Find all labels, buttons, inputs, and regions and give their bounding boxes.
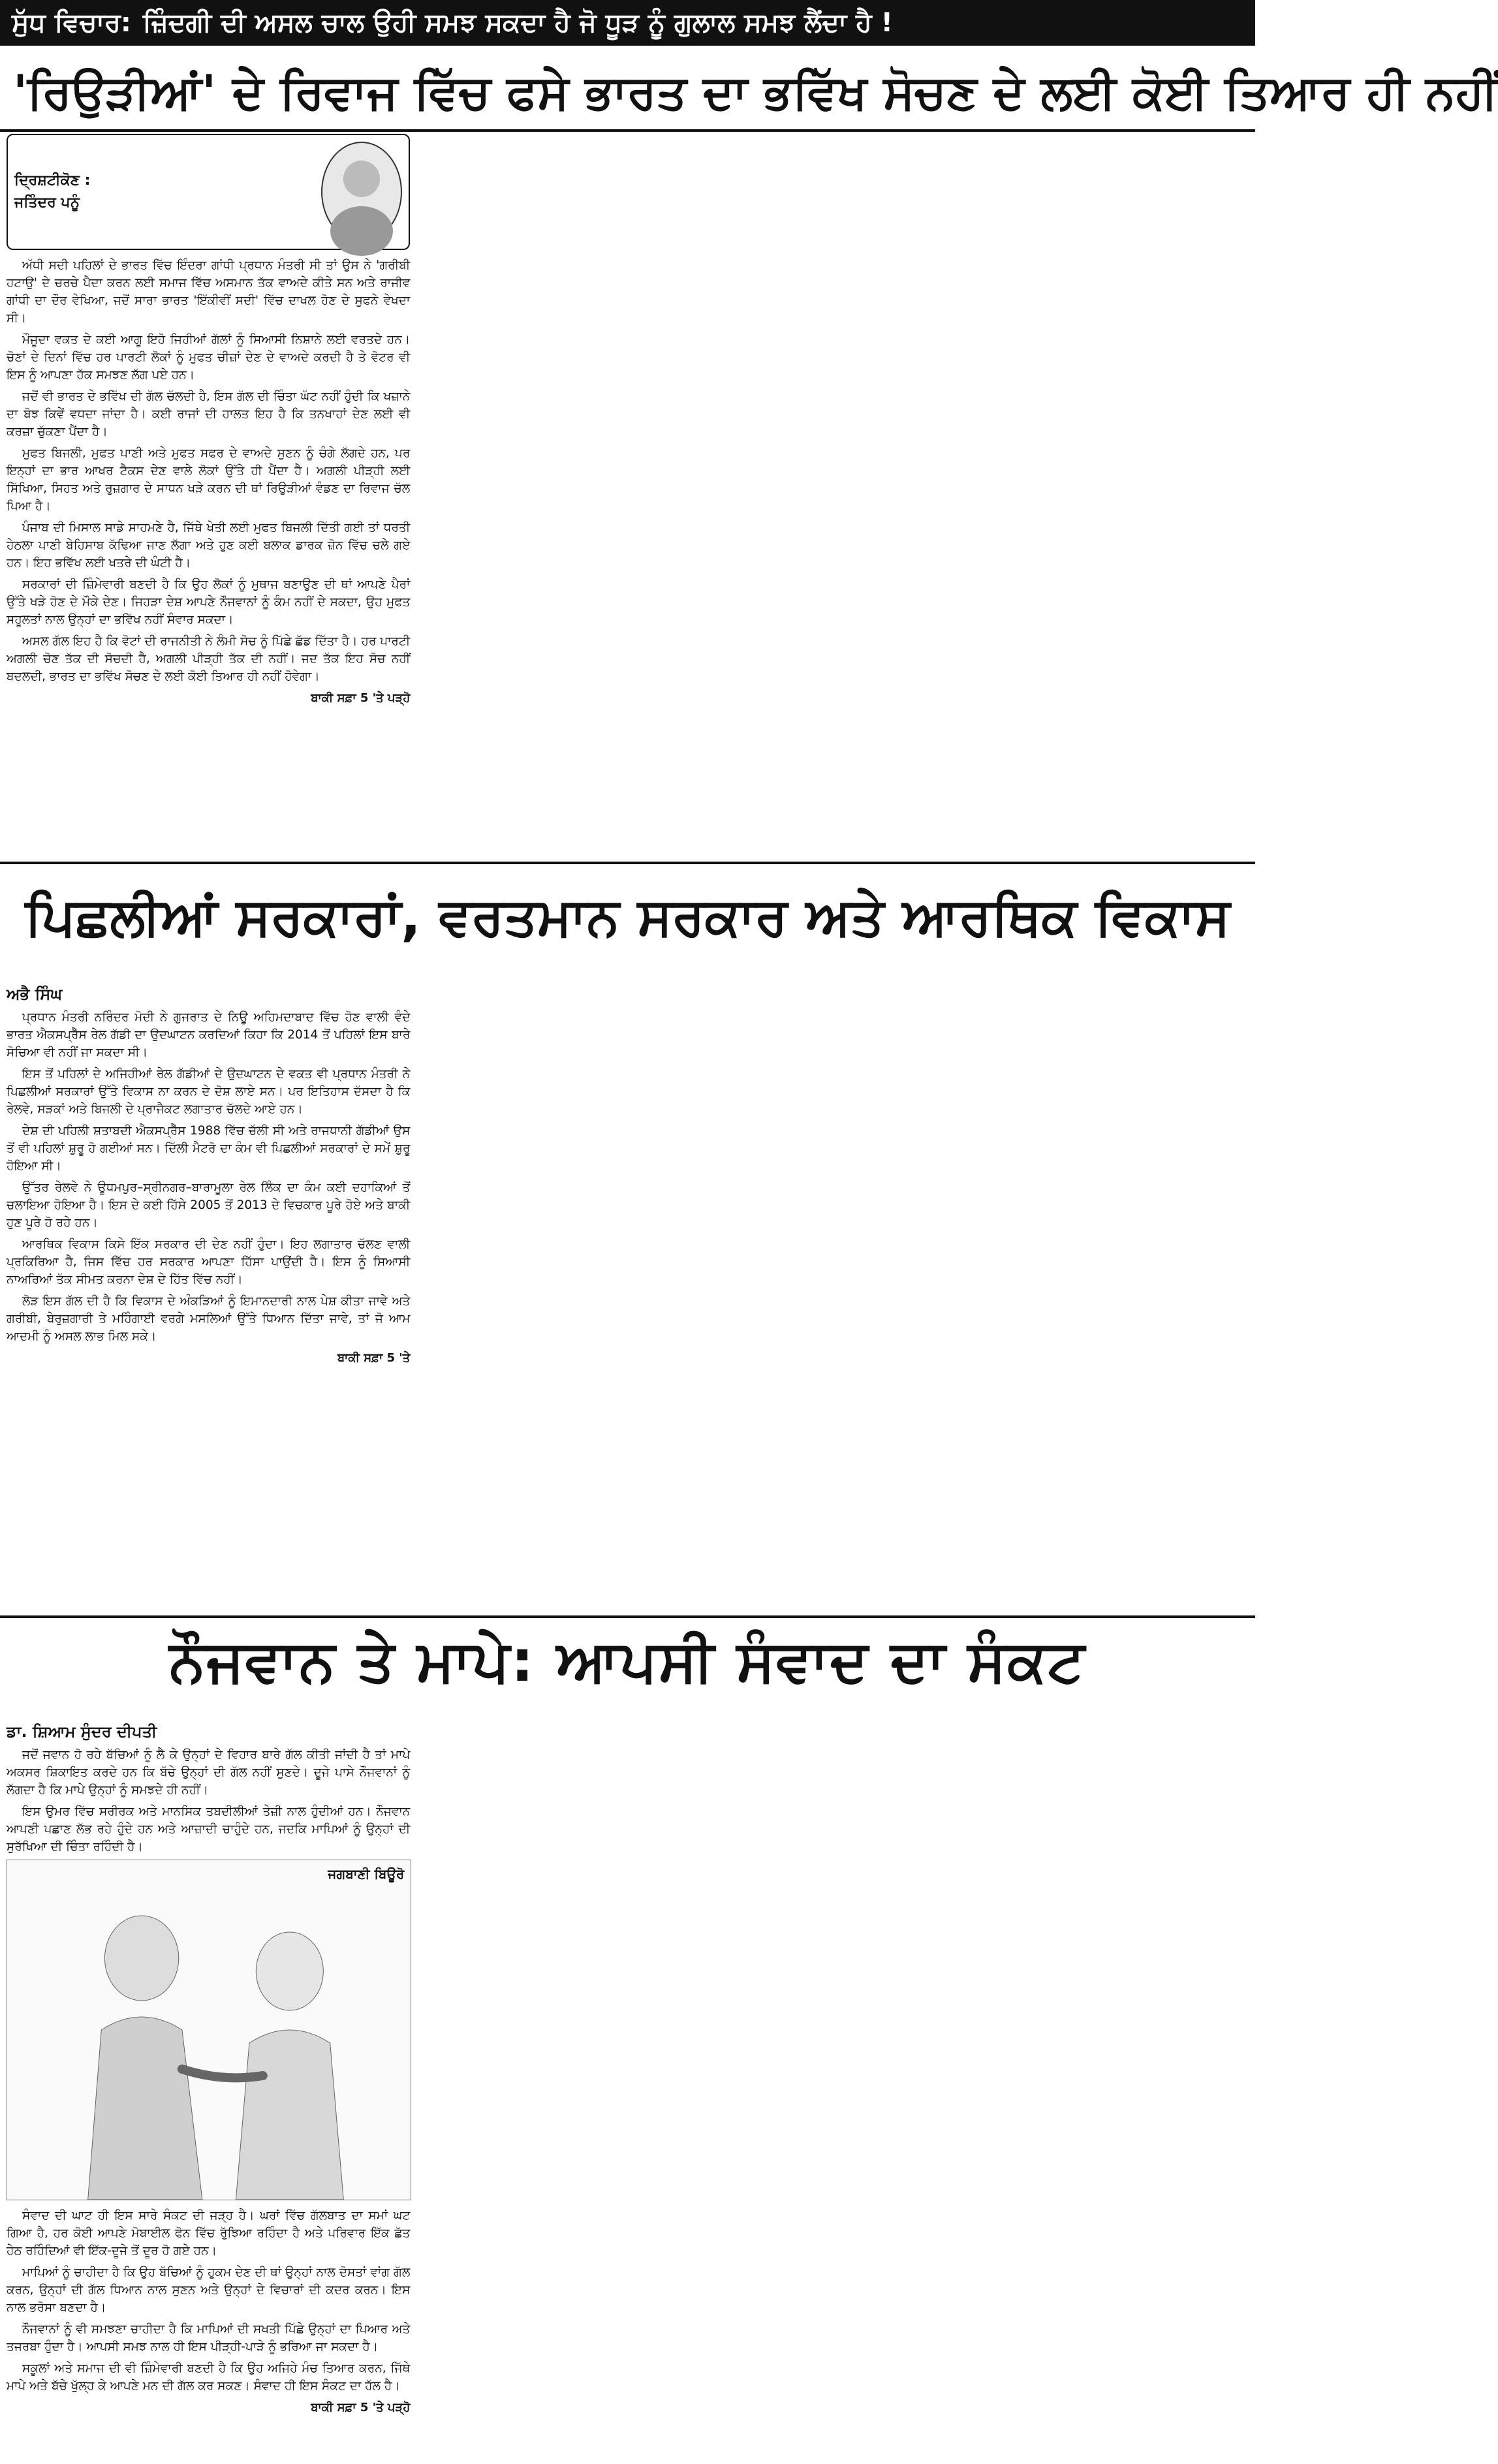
quote-strip bbox=[0, 0, 1255, 46]
paragraph: ਜਦੋਂ ਜਵਾਨ ਹੋ ਰਹੇ ਬੱਚਿਆਂ ਨੂੰ ਲੈ ਕੇ ਉਨ੍ਹਾਂ ਦੇ ਵਿਹਾਰ ਬਾਰੇ ਗੱਲ ਕੀਤੀ ਜਾਂਦੀ ਹੈ ਤਾਂ ਮਾਪੇ ਅਕਸਰ ਸ਼ਿਕਾਇਤ ਕਰਦੇ ਹਨ ਕਿ ਬੱਚੇ ਉਨ੍ਹਾਂ ਦੀ ਗੱਲ ਨਹੀਂ ਸੁਣਦੇ। ਦੂਜੇ ਪਾਸੇ ਨੌਜਵਾਨਾਂ ਨੂੰ ਲੱਗਦਾ ਹੈ ਕਿ ਮਾਪੇ ਉਨ੍ਹਾਂ ਨੂੰ ਸਮਝਦੇ ਹੀ ਨਹੀਂ। bbox=[7, 1748, 411, 1797]
author-portrait bbox=[321, 142, 402, 242]
divider bbox=[0, 129, 1255, 132]
article2-body bbox=[7, 986, 1249, 1612]
paragraph: ਆਰਥਿਕ ਵਿਕਾਸ ਕਿਸੇ ਇੱਕ ਸਰਕਾਰ ਦੀ ਦੇਣ ਨਹੀਂ ਹੁੰਦਾ। ਇਹ ਲਗਾਤਾਰ ਚੱਲਣ ਵਾਲੀ ਪ੍ਰਕਿਰਿਆ ਹੈ, ਜਿਸ ਵਿੱਚ ਹਰ ਸਰਕਾਰ ਆਪਣਾ ਹਿੱਸਾ ਪਾਉਂਦੀ ਹੈ। ਇਸ ਨੂੰ ਸਿਆਸੀ ਨਾਅਰਿਆਂ ਤੱਕ ਸੀਮਤ ਕਰਨਾ ਦੇਸ਼ ਦੇ ਹਿੱਤ ਵਿੱਚ ਨਹੀਂ। bbox=[7, 1238, 411, 1287]
paragraph: ਇਸ ਉਮਰ ਵਿੱਚ ਸਰੀਰਕ ਅਤੇ ਮਾਨਸਿਕ ਤਬਦੀਲੀਆਂ ਤੇਜ਼ੀ ਨਾਲ ਹੁੰਦੀਆਂ ਹਨ। ਨੌਜਵਾਨ ਆਪਣੀ ਪਛਾਣ ਲੱਭ ਰਹੇ ਹੁੰਦੇ ਹਨ ਅਤੇ ਆਜ਼ਾਦੀ ਚਾਹੁੰਦੇ ਹਨ, ਜਦਕਿ ਮਾਪਿਆਂ ਨੂੰ ਉਨ੍ਹਾਂ ਦੀ ਸੁਰੱਖਿਆ ਦੀ ਚਿੰਤਾ ਰਹਿੰਦੀ ਹੈ। bbox=[7, 1805, 411, 1854]
paragraph: ਪੰਜਾਬ ਦੀ ਮਿਸਾਲ ਸਾਡੇ ਸਾਹਮਣੇ ਹੈ, ਜਿੱਥੇ ਖੇਤੀ ਲਈ ਮੁਫਤ ਬਿਜਲੀ ਦਿੱਤੀ ਗਈ ਤਾਂ ਧਰਤੀ ਹੇਠਲਾ ਪਾਣੀ ਬੇਹਿਸਾਬ ਕੱਢਿਆ ਜਾਣ ਲੱਗਾ ਅਤੇ ਹੁਣ ਕਈ ਬਲਾਕ ਡਾਰਕ ਜ਼ੋਨ ਵਿੱਚ ਚਲੇ ਗਏ ਹਨ। ਇਹ ਭਵਿੱਖ ਲਈ ਖਤਰੇ ਦੀ ਘੰਟੀ ਹੈ। bbox=[7, 521, 411, 570]
author-name: ਜਤਿੰਦਰ ਪਨੂੰ bbox=[14, 195, 80, 211]
quote-text: ਜ਼ਿੰਦਗੀ ਦੀ ਅਸਲ ਚਾਲ ਉਹੀ ਸਮਝ ਸਕਦਾ ਹੈ ਜੋ ਧੂੜ ਨੂੰ ਗੁਲਾਲ ਸਮਝ ਲੈਂਦਾ ਹੈ ! bbox=[142, 8, 893, 38]
divider bbox=[0, 1615, 1255, 1618]
paragraph: ਮੌਜੂਦਾ ਵਕਤ ਦੇ ਕਈ ਆਗੂ ਇਹੋ ਜਿਹੀਆਂ ਗੱਲਾਂ ਨੂੰ ਸਿਆਸੀ ਨਿਸ਼ਾਨੇ ਲਈ ਵਰਤਦੇ ਹਨ। ਚੋਣਾਂ ਦੇ ਦਿਨਾਂ ਵਿੱਚ ਹਰ ਪਾਰਟੀ ਲੋਕਾਂ ਨੂੰ ਮੁਫਤ ਚੀਜ਼ਾਂ ਦੇਣ ਦੇ ਵਾਅਦੇ ਕਰਦੀ ਹੈ ਤੇ ਵੋਟਰ ਵੀ ਇਸ ਨੂੰ ਆਪਣਾ ਹੱਕ ਸਮਝਣ ਲੱਗ ਪਏ ਹਨ। bbox=[7, 333, 411, 382]
illustration-label: ਜਗਬਾਣੀ ਬਿਊਰੋ bbox=[328, 1866, 405, 1882]
paragraph: ਮਾਪਿਆਂ ਨੂੰ ਚਾਹੀਦਾ ਹੈ ਕਿ ਉਹ ਬੱਚਿਆਂ ਨੂੰ ਹੁਕਮ ਦੇਣ ਦੀ ਥਾਂ ਉਨ੍ਹਾਂ ਨਾਲ ਦੋਸਤਾਂ ਵਾਂਗ ਗੱਲ ਕਰਨ, ਉਨ੍ਹਾਂ ਦੀ ਗੱਲ ਧਿਆਨ ਨਾਲ ਸੁਣਨ ਅਤੇ ਉਨ੍ਹਾਂ ਦੇ ਵਿਚਾਰਾਂ ਦੀ ਕਦਰ ਕਰਨ। ਇਸ ਨਾਲ ਭਰੋਸਾ ਬਣਦਾ ਹੈ। bbox=[7, 2266, 411, 2315]
article2-byline: ਅਭੈ ਸਿੰਘ bbox=[7, 985, 63, 1003]
paragraph: ਨੌਜਵਾਨਾਂ ਨੂੰ ਵੀ ਸਮਝਣਾ ਚਾਹੀਦਾ ਹੈ ਕਿ ਮਾਪਿਆਂ ਦੀ ਸਖਤੀ ਪਿੱਛੇ ਉਨ੍ਹਾਂ ਦਾ ਪਿਆਰ ਅਤੇ ਤਜਰਬਾ ਹੁੰਦਾ ਹੈ। ਆਪਸੀ ਸਮਝ ਨਾਲ ਹੀ ਇਸ ਪੀੜ੍ਹੀ-ਪਾੜੇ ਨੂੰ ਭਰਿਆ ਜਾ ਸਕਦਾ ਹੈ। bbox=[7, 2322, 411, 2354]
paragraph: ਜਦੋਂ ਵੀ ਭਾਰਤ ਦੇ ਭਵਿੱਖ ਦੀ ਗੱਲ ਚੱਲਦੀ ਹੈ, ਇਸ ਗੱਲ ਦੀ ਚਿੰਤਾ ਘੱਟ ਨਹੀਂ ਹੁੰਦੀ ਕਿ ਖਜ਼ਾਨੇ ਦਾ ਬੋਝ ਕਿਵੇਂ ਵਧਦਾ ਜਾਂਦਾ ਹੈ। ਕਈ ਰਾਜਾਂ ਦੀ ਹਾਲਤ ਇਹ ਹੈ ਕਿ ਤਨਖਾਹਾਂ ਦੇਣ ਲਈ ਵੀ ਕਰਜ਼ਾ ਚੁੱਕਣਾ ਪੈਂਦਾ ਹੈ। bbox=[7, 390, 411, 439]
paragraph: ਦੇਸ਼ ਦੀ ਪਹਿਲੀ ਸ਼ਤਾਬਦੀ ਐਕਸਪ੍ਰੈੱਸ 1988 ਵਿੱਚ ਚੱਲੀ ਸੀ ਅਤੇ ਰਾਜਧਾਨੀ ਗੱਡੀਆਂ ਉਸ ਤੋਂ ਵੀ ਪਹਿਲਾਂ ਸ਼ੁਰੂ ਹੋ ਗਈਆਂ ਸਨ। ਦਿੱਲੀ ਮੈਟਰੋ ਦਾ ਕੰਮ ਵੀ ਪਿਛਲੀਆਂ ਸਰਕਾਰਾਂ ਦੇ ਸਮੇਂ ਸ਼ੁਰੂ ਹੋਇਆ ਸੀ। bbox=[7, 1124, 411, 1173]
paragraph: ਸਰਕਾਰਾਂ ਦੀ ਜ਼ਿੰਮੇਵਾਰੀ ਬਣਦੀ ਹੈ ਕਿ ਉਹ ਲੋਕਾਂ ਨੂੰ ਮੁਥਾਜ ਬਣਾਉਣ ਦੀ ਥਾਂ ਆਪਣੇ ਪੈਰਾਂ ਉੱਤੇ ਖੜੇ ਹੋਣ ਦੇ ਮੌਕੇ ਦੇਣ। ਜਿਹੜਾ ਦੇਸ਼ ਆਪਣੇ ਨੌਜਵਾਨਾਂ ਨੂੰ ਕੰਮ ਨਹੀਂ ਦੇ ਸਕਦਾ, ਉਹ ਮੁਫਤ ਸਹੂਲਤਾਂ ਨਾਲ ਉਨ੍ਹਾਂ ਦਾ ਭਵਿੱਖ ਨਹੀਂ ਸੰਵਾਰ ਸਕਦਾ। bbox=[7, 578, 411, 627]
article3-illustration bbox=[7, 1860, 411, 2200]
article2-headline: ਪਿਛਲੀਆਂ ਸਰਕਾਰਾਂ, ਵਰਤਮਾਨ ਸਰਕਾਰ ਅਤੇ ਆਰਥਿਕ ਵਿਕਾਸ bbox=[25, 886, 1230, 947]
article3-headline: ਨੌਜਵਾਨ ਤੇ ਮਾਪੇ: ਆਪਸੀ ਸੰਵਾਦ ਦਾ ਸੰਕਟ bbox=[169, 1627, 1086, 1694]
paragraph: ਇਸ ਤੋਂ ਪਹਿਲਾਂ ਦੇ ਅਜਿਹੀਆਂ ਰੇਲ ਗੱਡੀਆਂ ਦੇ ਉਦਘਾਟਨ ਦੇ ਵਕਤ ਵੀ ਪ੍ਰਧਾਨ ਮੰਤਰੀ ਨੇ ਪਿਛਲੀਆਂ ਸਰਕਾਰਾਂ ਉੱਤੇ ਵਿਕਾਸ ਨਾ ਕਰਨ ਦੇ ਦੋਸ਼ ਲਾਏ ਸਨ। ਪਰ ਇਤਿਹਾਸ ਦੱਸਦਾ ਹੈ ਕਿ ਰੇਲਵੇ, ਸੜਕਾਂ ਅਤੇ ਬਿਜਲੀ ਦੇ ਪ੍ਰਾਜੈਕਟ ਲਗਾਤਾਰ ਚੱਲਦੇ ਆਏ ਹਨ। bbox=[7, 1067, 411, 1116]
paragraph: ਅਸਲ ਗੱਲ ਇਹ ਹੈ ਕਿ ਵੋਟਾਂ ਦੀ ਰਾਜਨੀਤੀ ਨੇ ਲੰਮੀ ਸੋਚ ਨੂੰ ਪਿੱਛੇ ਛੱਡ ਦਿੱਤਾ ਹੈ। ਹਰ ਪਾਰਟੀ ਅਗਲੀ ਚੋਣ ਤੱਕ ਦੀ ਸੋਚਦੀ ਹੈ, ਅਗਲੀ ਪੀੜ੍ਹੀ ਤੱਕ ਦੀ ਨਹੀਂ। ਜਦ ਤੱਕ ਇਹ ਸੋਚ ਨਹੀਂ ਬਦਲਦੀ, ਭਾਰਤ ਦਾ ਭਵਿੱਖ ਸੋਚਣ ਦੇ ਲਈ ਕੋਈ ਤਿਆਰ ਹੀ ਨਹੀਂ ਹੋਵੇਗਾ। bbox=[7, 634, 411, 683]
continued-note: ਬਾਕੀ ਸਫ਼ਾ 5 'ਤੇ ਪੜ੍ਹੋ bbox=[311, 691, 411, 705]
article3-body bbox=[7, 1723, 1249, 2457]
article1-headline: 'ਰਿਉੜੀਆਂ' ਦੇ ਰਿਵਾਜ ਵਿੱਚ ਫਸੇ ਭਾਰਤ ਦਾ ਭਵਿੱਖ ਸੋਚਣ ਦੇ ਲਈ ਕੋਈ ਤਿਆਰ ਹੀ ਨਹੀਂ bbox=[13, 65, 1498, 119]
paragraph: ਪ੍ਰਧਾਨ ਮੰਤਰੀ ਨਰਿੰਦਰ ਮੋਦੀ ਨੇ ਗੁਜਰਾਤ ਦੇ ਨਿਊ ਅਹਿਮਦਾਬਾਦ ਵਿੱਚ ਹੋਣ ਵਾਲੀ ਵੰਦੇ ਭਾਰਤ ਐਕਸਪ੍ਰੈੱਸ ਰੇਲ ਗੱਡੀ ਦਾ ਉਦਘਾਟਨ ਕਰਦਿਆਂ ਕਿਹਾ ਕਿ 2014 ਤੋਂ ਪਹਿਲਾਂ ਇਸ ਬਾਰੇ ਸੋਚਿਆ ਵੀ ਨਹੀਂ ਜਾ ਸਕਦਾ ਸੀ। bbox=[7, 1010, 411, 1059]
continued-note: ਬਾਕੀ ਸਫ਼ਾ 5 'ਤੇ bbox=[337, 1351, 411, 1365]
author-box bbox=[7, 134, 410, 250]
paragraph: ਮੁਫਤ ਬਿਜਲੀ, ਮੁਫਤ ਪਾਣੀ ਅਤੇ ਮੁਫਤ ਸਫਰ ਦੇ ਵਾਅਦੇ ਸੁਣਨ ਨੂੰ ਚੰਗੇ ਲੱਗਦੇ ਹਨ, ਪਰ ਇਨ੍ਹਾਂ ਦਾ ਭਾਰ ਆਖਰ ਟੈਕਸ ਦੇਣ ਵਾਲੇ ਲੋਕਾਂ ਉੱਤੇ ਹੀ ਪੈਂਦਾ ਹੈ। ਅਗਲੀ ਪੀੜ੍ਹੀ ਲਈ ਸਿੱਖਿਆ, ਸਿਹਤ ਅਤੇ ਰੁਜ਼ਗਾਰ ਦੇ ਸਾਧਨ ਖੜੇ ਕਰਨ ਦੀ ਥਾਂ ਰਿਉੜੀਆਂ ਵੰਡਣ ਦਾ ਰਿਵਾਜ ਚੱਲ ਪਿਆ ਹੈ। bbox=[7, 446, 411, 513]
divider bbox=[0, 862, 1255, 864]
article1-body bbox=[7, 134, 1249, 852]
paragraph: ਲੋੜ ਇਸ ਗੱਲ ਦੀ ਹੈ ਕਿ ਵਿਕਾਸ ਦੇ ਅੰਕੜਿਆਂ ਨੂੰ ਇਮਾਨਦਾਰੀ ਨਾਲ ਪੇਸ਼ ਕੀਤਾ ਜਾਵੇ ਅਤੇ ਗਰੀਬੀ, ਬੇਰੁਜ਼ਗਾਰੀ ਤੇ ਮਹਿੰਗਾਈ ਵਰਗੇ ਮਸਲਿਆਂ ਉੱਤੇ ਧਿਆਨ ਦਿੱਤਾ ਜਾਵੇ, ਤਾਂ ਜੋ ਆਮ ਆਦਮੀ ਨੂੰ ਅਸਲ ਲਾਭ ਮਿਲ ਸਕੇ। bbox=[7, 1294, 411, 1343]
quote-lead: ਸੁੱਧ ਵਿਚਾਰ: bbox=[12, 8, 131, 38]
paragraph: ਅੱਧੀ ਸਦੀ ਪਹਿਲਾਂ ਦੇ ਭਾਰਤ ਵਿੱਚ ਇੰਦਰਾ ਗਾਂਧੀ ਪ੍ਰਧਾਨ ਮੰਤਰੀ ਸੀ ਤਾਂ ਉਸ ਨੇ 'ਗਰੀਬੀ ਹਟਾਉ' ਦੇ ਚਰਚੇ ਪੈਦਾ ਕਰਨ ਲਈ ਸਮਾਜ ਵਿੱਚ ਅਸਮਾਨ ਤੱਕ ਵਾਅਦੇ ਕੀਤੇ ਸਨ ਅਤੇ ਰਾਜੀਵ ਗਾਂਧੀ ਦਾ ਦੌਰ ਵੇਖਿਆ, ਜਦੋਂ ਸਾਰਾ ਭਾਰਤ 'ਇੱਕੀਵੀਂ ਸਦੀ' ਵਿੱਚ ਦਾਖਲ ਹੋਣ ਦੇ ਸੁਫਨੇ ਵੇਖਦਾ ਸੀ। bbox=[7, 258, 411, 325]
continued-note: ਬਾਕੀ ਸਫ਼ਾ 5 'ਤੇ ਪੜ੍ਹੋ bbox=[311, 2401, 411, 2414]
article3-byline: ਡਾ. ਸ਼ਿਆਮ ਸੁੰਦਰ ਦੀਪਤੀ bbox=[7, 1723, 157, 1741]
paragraph: ਸਕੂਲਾਂ ਅਤੇ ਸਮਾਜ ਦੀ ਵੀ ਜ਼ਿੰਮੇਵਾਰੀ ਬਣਦੀ ਹੈ ਕਿ ਉਹ ਅਜਿਹੇ ਮੰਚ ਤਿਆਰ ਕਰਨ, ਜਿੱਥੇ ਮਾਪੇ ਅਤੇ ਬੱਚੇ ਖੁੱਲ੍ਹ ਕੇ ਆਪਣੇ ਮਨ ਦੀ ਗੱਲ ਕਰ ਸਕਣ। ਸੰਵਾਦ ਹੀ ਇਸ ਸੰਕਟ ਦਾ ਹੱਲ ਹੈ। bbox=[7, 2362, 411, 2393]
paragraph: ਉੱਤਰ ਰੇਲਵੇ ਨੇ ਊਧਮਪੁਰ–ਸ੍ਰੀਨਗਰ–ਬਾਰਾਮੂਲਾ ਰੇਲ ਲਿੰਕ ਦਾ ਕੰਮ ਕਈ ਦਹਾਕਿਆਂ ਤੋਂ ਚਲਾਇਆ ਹੋਇਆ ਹੈ। ਇਸ ਦੇ ਕਈ ਹਿੱਸੇ 2005 ਤੋਂ 2013 ਦੇ ਵਿਚਕਾਰ ਪੂਰੇ ਹੋਏ ਅਤੇ ਬਾਕੀ ਹੁਣ ਪੂਰੇ ਹੋ ਰਹੇ ਹਨ। bbox=[7, 1181, 411, 1230]
author-box-label: ਦ੍ਰਿਸ਼ਟੀਕੋਣ : bbox=[14, 172, 91, 189]
paragraph: ਸੰਵਾਦ ਦੀ ਘਾਟ ਹੀ ਇਸ ਸਾਰੇ ਸੰਕਟ ਦੀ ਜੜ੍ਹ ਹੈ। ਘਰਾਂ ਵਿੱਚ ਗੱਲਬਾਤ ਦਾ ਸਮਾਂ ਘਟ ਗਿਆ ਹੈ, ਹਰ ਕੋਈ ਆਪਣੇ ਮੋਬਾਈਲ ਫੋਨ ਵਿੱਚ ਰੁੱਝਿਆ ਰਹਿੰਦਾ ਹੈ ਅਤੇ ਪਰਿਵਾਰ ਇੱਕ ਛੱਤ ਹੇਠ ਰਹਿੰਦਿਆਂ ਵੀ ਇੱਕ-ਦੂਜੇ ਤੋਂ ਦੂਰ ਹੋ ਗਏ ਹਨ। bbox=[7, 2209, 411, 2258]
